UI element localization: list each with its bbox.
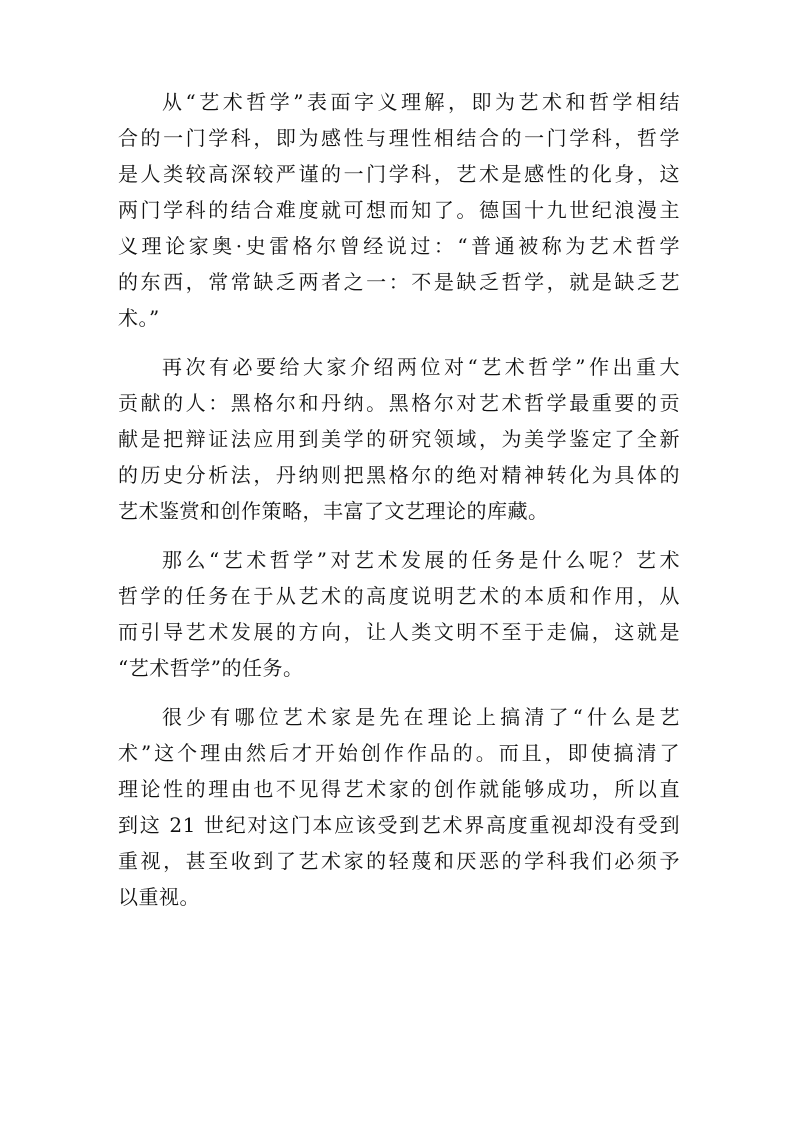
text-line: 重视，甚至收到了艺术家的轻蔑和厌恶的学科我们必须予: [118, 849, 680, 873]
text-line: 从“艺术哲学”表面字义理解，即为艺术和哲学相结: [162, 90, 680, 114]
text-line: 义理论家奥·史雷格尔曾经说过：“普通被称为艺术哲学: [118, 234, 680, 258]
text-line: 艺术鉴赏和创作策略，丰富了文艺理论的库藏。: [118, 499, 549, 523]
paragraph-1: [118, 84, 680, 336]
text-line: “艺术哲学”的任务。: [118, 656, 304, 680]
text-line: 而引导艺术发展的方向，让人类文明不至于走偏，这就是: [118, 620, 680, 644]
paragraph-4: [118, 699, 680, 915]
text-line: 哲学的任务在于从艺术的高度说明艺术的本质和作用，从: [118, 584, 680, 608]
document-body: [118, 84, 680, 915]
text-line: 的历史分析法，丹纳则把黑格尔的绝对精神转化为具体的: [118, 463, 680, 487]
text-line: 再次有必要给大家介绍两位对“艺术哲学”作出重大: [162, 355, 680, 379]
text-line: 两门学科的结合难度就可想而知了。德国十九世纪浪漫主: [118, 198, 680, 222]
text-line: 是人类较高深较严谨的一门学科，艺术是感性的化身，这: [118, 162, 680, 186]
text-line: 很少有哪位艺术家是先在理论上搞清了“什么是艺: [162, 705, 680, 729]
text-line: 理论性的理由也不见得艺术家的创作就能够成功，所以直: [118, 777, 680, 801]
paragraph-3: [118, 542, 680, 686]
text-line: 术。”: [118, 306, 160, 330]
paragraph-2: [118, 349, 680, 529]
text-line: 到这 21 世纪对这门本应该受到艺术界高度重视却没有受到: [118, 813, 680, 837]
text-line: 的东西，常常缺乏两者之一：不是缺乏哲学，就是缺乏艺: [118, 270, 680, 294]
text-line: 贡献的人：黑格尔和丹纳。黑格尔对艺术哲学最重要的贡: [118, 391, 680, 415]
text-line: 以重视。: [118, 885, 200, 909]
text-line: 术”这个理由然后才开始创作作品的。而且，即使搞清了: [118, 741, 680, 765]
text-line: 合的一门学科，即为感性与理性相结合的一门学科，哲学: [118, 126, 680, 150]
text-line: 那么“艺术哲学”对艺术发展的任务是什么呢？艺术: [162, 548, 680, 572]
text-line: 献是把辩证法应用到美学的研究领域，为美学鉴定了全新: [118, 427, 680, 451]
